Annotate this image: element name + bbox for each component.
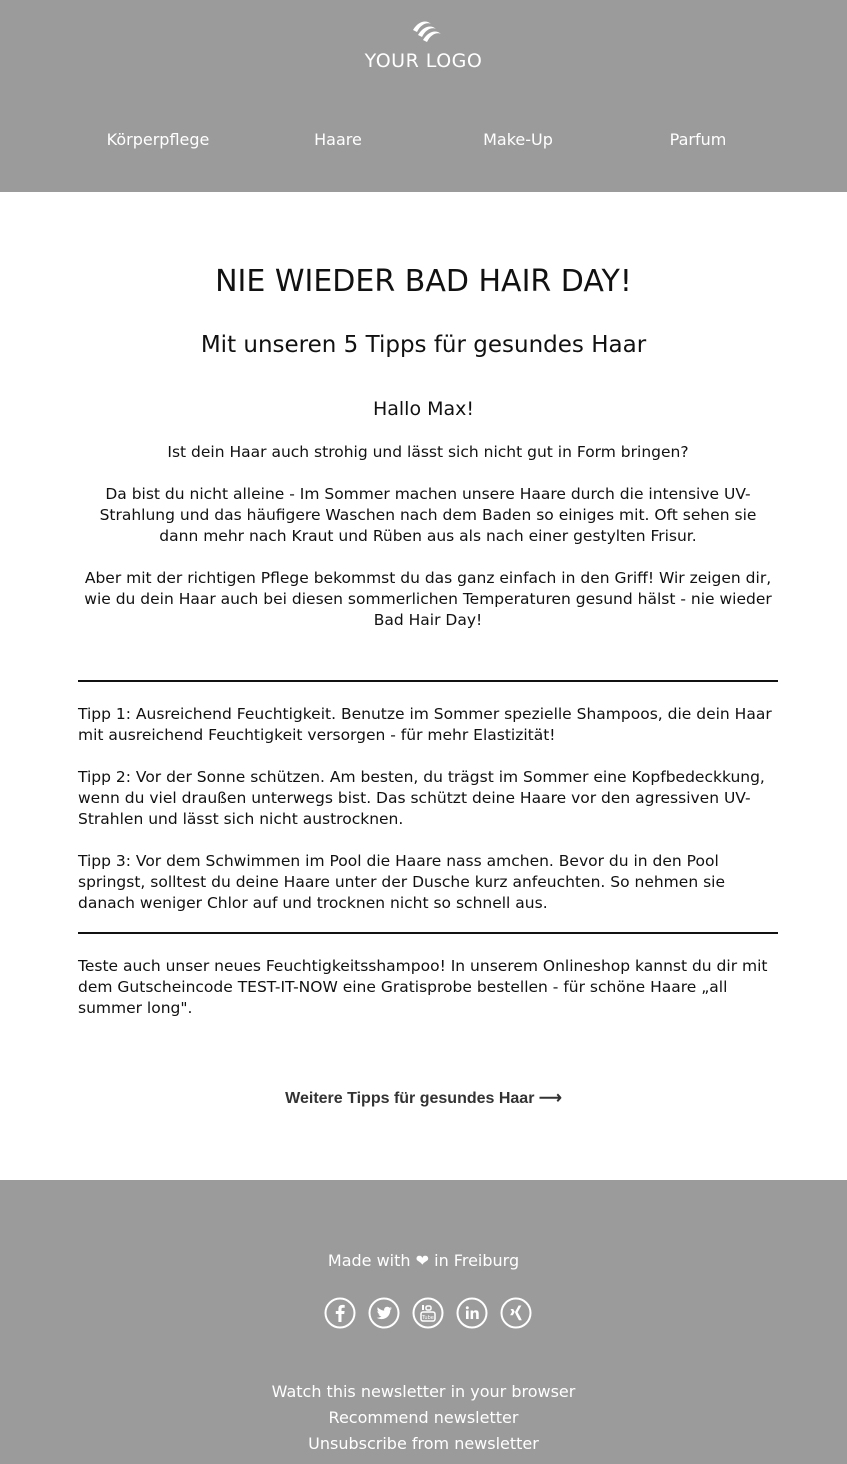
made-with-suffix: in Freiburg [434, 1251, 520, 1270]
recommend-newsletter-link[interactable]: Recommend newsletter [328, 1408, 519, 1427]
greeting: Hallo Max! [372, 398, 475, 420]
footer [0, 1180, 847, 1464]
headline: NIE WIEDER BAD HAIR DAY! [215, 264, 632, 299]
xing-icon[interactable] [500, 1297, 532, 1329]
header [0, 0, 847, 192]
heart-icon: ❤ [415, 1251, 430, 1270]
unsubscribe-link[interactable]: Unsubscribe from newsletter [308, 1434, 539, 1453]
intro-paragraph-2: Da bist du nicht alleine - Im Sommer machen unsere Haare durch die intensive UV-Strahlung und das häufigere Waschen nach dem Baden so einiges mit. Oft sehen sie dann mehr nach Kraut und Rüben aus als nach einer gestylten Frisur. [99, 485, 757, 545]
tip-1: Tipp 1: Ausreichend Feuchtigkeit. Benutze im Sommer spezielle Shampoos, die dein Haar mit ausreichend Feuchtigkeit versorgen - für mehr Elastizität! [78, 705, 772, 744]
view-in-browser-link[interactable]: Watch this newsletter in your browser [271, 1382, 576, 1401]
linkedin-icon[interactable] [456, 1297, 488, 1329]
nav-item-parfum[interactable]: Parfum [669, 130, 727, 149]
nav-item-koerperpflege[interactable]: Körperpflege [106, 130, 210, 149]
nav-item-haare[interactable]: Haare [314, 130, 362, 149]
more-tips-link[interactable]: Weitere Tipps für gesundes Haar ⟶ [285, 1090, 562, 1107]
made-with-prefix: Made with [327, 1251, 411, 1270]
nav-item-make-up[interactable]: Make-Up [483, 130, 553, 149]
made-with-text [0, 1251, 847, 1270]
wave-logo-icon [409, 18, 445, 42]
twitter-icon[interactable] [368, 1297, 400, 1329]
intro-paragraph-3: Aber mit der richtigen Pflege bekommst du das ganz einfach in den Griff! Wir zeigen dir, wie du dein Haar auch bei diesen sommerlichen Temperaturen gesund hälst - nie wieder Bad Hair Day! [84, 569, 772, 629]
svg-text:Tube: Tube [422, 1315, 434, 1321]
youtube-icon[interactable] [412, 1297, 444, 1329]
tip-3: Tipp 3: Vor dem Schwimmen im Pool die Haare nass amchen. Bevor du in den Pool springst, solltest du deine Haare unter der Dusche kurz anfeuchten. So nehmen sie danach weniger Chlor auf und trocknen nicht so schnell aus. [78, 852, 725, 912]
divider-bottom [78, 932, 778, 934]
intro-paragraph-1: Ist dein Haar auch strohig und lässt sich nicht gut in Form bringen? [167, 443, 689, 461]
facebook-icon[interactable] [324, 1297, 356, 1329]
promo-text: Teste auch unser neues Feuchtigkeitsshampoo! In unserem Onlineshop kannst du dir mit dem Gutscheincode TEST-IT-NOW eine Gratisprobe bestellen - für schöne Haare „all summer long". [78, 957, 768, 1017]
tip-2: Tipp 2: Vor der Sonne schützen. Am besten, du trägst im Sommer eine Kopfbedeckkung, wenn du viel draußen unterwegs bist. Das schützt deine Haare vor den agressiven UV-Strahlen und lässt sich nicht austrocknen. [78, 768, 765, 828]
logo-text[interactable]: YOUR LOGO [364, 50, 483, 72]
divider-top [78, 680, 778, 682]
subheadline: Mit unseren 5 Tipps für gesundes Haar [200, 332, 647, 358]
